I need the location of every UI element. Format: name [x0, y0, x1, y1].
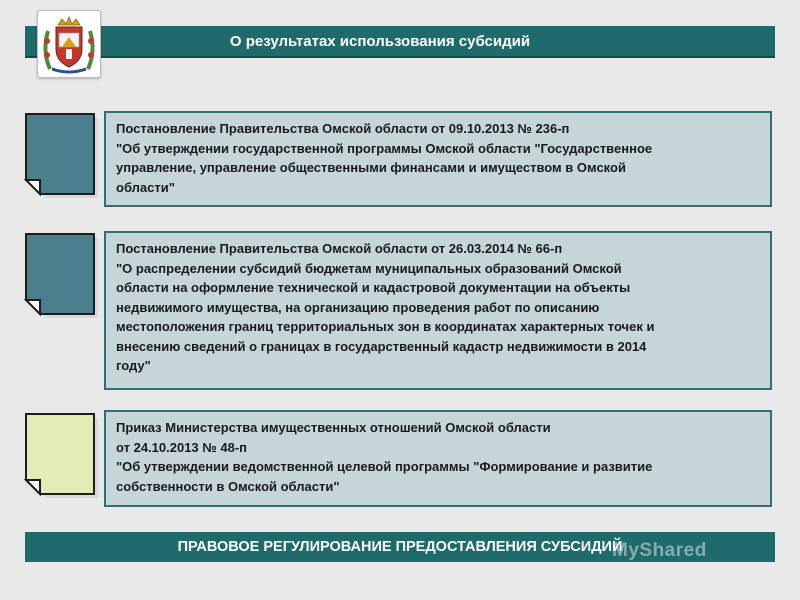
- document-icon: [24, 112, 102, 204]
- document-line: области на оформление технической и кадастровой документации на объекты: [116, 280, 631, 295]
- document-line: Приказ Министерства имущественных отношений Омской области: [116, 420, 551, 435]
- document-line: "Об утверждении государственной программы Омской области "Государственное: [116, 140, 653, 156]
- document-line: внесению сведений о границах в государственный кадастр недвижимости в 2014: [116, 338, 647, 354]
- footer-title: ПРАВОВОЕ РЕГУЛИРОВАНИЕ ПРЕДОСТАВЛЕНИЯ СУБСИДИЙ: [177, 539, 623, 555]
- slide-title: О результатах использования субсидий: [229, 32, 531, 50]
- document-line: "Об утверждении ведомственной целевой программы "Формирование и развитие: [116, 459, 653, 474]
- document-line: Постановление Правительства Омской области от 09.10.2013 № 236-п: [116, 121, 570, 136]
- document-line: недвижимого имущества, на организацию проведения работ по описанию: [116, 299, 600, 315]
- document-panel-3: [104, 410, 772, 507]
- document-panel-1: [104, 111, 772, 207]
- document-icon: [24, 232, 102, 324]
- document-line: местоположения границ территориальных зон в координатах характерных точек и: [116, 319, 655, 334]
- header-bar: [25, 26, 775, 58]
- document-line: управление, управление общественными финансами и имуществом в Омской: [116, 160, 626, 175]
- document-line: собственности в Омской области": [116, 478, 340, 494]
- document-line: "О распределении субсидий бюджетам муниципальных образований Омской: [116, 260, 622, 276]
- document-line: от 24.10.2013 № 48-п: [116, 439, 248, 455]
- document-panel-2: [104, 231, 772, 390]
- document-line: году": [116, 358, 151, 373]
- watermark: MyShared: [612, 540, 707, 561]
- document-line: Постановление Правительства Омской области от 26.03.2014 № 66-п: [116, 241, 563, 256]
- document-line: области": [116, 179, 175, 195]
- document-icon: [24, 412, 102, 504]
- omsk-coat-of-arms-icon: [37, 10, 101, 78]
